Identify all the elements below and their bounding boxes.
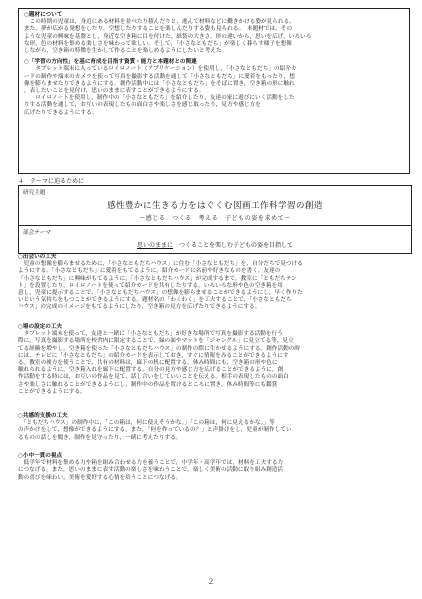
text-line: ハウス」の完成のイメージをもてるようにしたり，空き箱の見方を広げたりできるようにする。 xyxy=(18,304,261,311)
text-line: この時期の児童は，身近にある材料を並べたり積んだりと，進んで材料などに働きかける姿が見られる。 xyxy=(24,19,295,26)
section-heading-direction: ○「学習の方向性」を基に育成を目指す資質・能力と本題材との関連 xyxy=(24,59,197,66)
department-theme-label: 部会テーマ xyxy=(23,230,51,236)
text-line: るものの話しを聞き，制作を見守ったり，一緒に考えたりする。 xyxy=(18,434,182,441)
research-theme-title: 感性豊かに生きる力をはぐくむ図画工作科学習の創造 xyxy=(107,201,323,211)
intro-box xyxy=(18,8,410,174)
text-line: また，夢が広がる発想をしたり，空想したりすることを楽しんだりする姿も見られる。 本題材では，その xyxy=(24,26,293,33)
research-theme-label: 研究主題 xyxy=(23,190,46,196)
section-heading-continuity: ○小中一貫の視点 xyxy=(18,453,63,459)
text-line: ，表したいことを見付け，思いのままに表すことができるようにする。 xyxy=(24,88,205,95)
department-theme xyxy=(19,236,411,253)
department-theme-cell xyxy=(19,226,411,253)
text-line: ト」を設置したり，ロイロノートを使って紹介カードを共有したりする。いろいろな形や色の空き箱を用 xyxy=(18,282,283,289)
text-line: しながら，空き箱の特徴を生かして作ることを楽しめるようにしたいと考えた。 xyxy=(24,48,228,55)
text-line: 広げたりできるようにする。 xyxy=(24,109,98,116)
department-theme-row xyxy=(19,226,411,253)
text-line: 「小さなともだち」に興味がもてるように，「小さなともだちハウス」が完成するまで，教室に「ともだちテン xyxy=(18,275,297,282)
section-heading-support: ○共感的支援の工夫 xyxy=(18,413,68,419)
department-theme-rest: つくることを楽しむ子どもの姿を目指して xyxy=(179,242,294,249)
text-line: 作活動をする時には，お互いの作品を見て，話し合いをしていいことを伝える。相手の表現したものの面白 xyxy=(18,374,289,381)
section-heading-theme: ○題材について xyxy=(24,12,63,18)
section-continuity xyxy=(18,453,410,482)
section4-heading: ４ テーマに迫るために xyxy=(18,178,85,185)
research-theme-row xyxy=(19,186,411,226)
department-theme-underlined: 思いのままに xyxy=(136,242,173,249)
text-line: 意し，児童に提示することで，「小さなともだちハウス」の想像を膨らませることができるようにし，早く作りた xyxy=(18,290,303,297)
text-line: ードの制作や端末のカメラを使って写真を撮影する活動を通して「小さなともだち」に愛着をもったり，想 xyxy=(24,73,295,80)
text-line: の声かけをして，想像ができるようにする。また，「何を作っているの？」と声掛けをし，児童が制作してい xyxy=(18,427,292,434)
text-line: りする活動を通して，お互いの表現したもの面白さや楽しさを感じ取ったり，見方や感じ方を xyxy=(24,102,261,109)
text-line: いという気持ちをもつことができるようにする。題材名の「わくわく」を工夫することで，「小さなともだち xyxy=(18,297,292,304)
theme-paragraph xyxy=(24,19,404,55)
section-heading-encounter: ○出会いの工夫 xyxy=(18,254,57,260)
section-encounter xyxy=(18,254,410,312)
section-heading-setting: ○場の設定の工夫 xyxy=(18,324,63,330)
direction-paragraph xyxy=(24,66,404,116)
page-number: ２ xyxy=(207,578,215,586)
text-line: な形，色の材料を集める楽しさを味わって欲しい。そして，「小さなともだち」が楽しく暮らす様子を想像 xyxy=(24,40,292,47)
text-line: ような児童の興味を基盤とし，身近な空き箱に目を付けた。紙袋の大きさ，形の違いから，思いを広げ，いろいろ xyxy=(24,33,312,40)
text-line: てる経験を増やし，空き箱を使った「小さなともだちハウス」の制作の際に生かせるようにする。創作活動の時 xyxy=(18,345,301,352)
text-line: ようにする。「小さなともだち」に愛着をもてるように，紹介カードに名前や好きなものを書く。友達の xyxy=(18,268,281,275)
text-line: ことができるようにする。 xyxy=(18,388,86,395)
research-theme-cell xyxy=(19,186,411,225)
text-line: 動の喜びを味わい，美術を愛好する心情を培うことにつなげる。 xyxy=(18,474,182,481)
text-line: る。教室の後方を使うことで，共有の材料は，廊下の机に配置する。休み時間にも，空き箱の形や色に xyxy=(18,360,278,367)
text-line: 際に，写真を撮影する場所を校舎内に限定することで，緑の面やマットを「ジャングル」に見立てる等，見立 xyxy=(18,338,294,345)
text-line: 「ともだちハウス」の制作中に，「この箱は，何に使えそうかな。」「この箱は，何に見えるかな。」等 xyxy=(18,420,275,427)
research-theme-subtitle: ～感じる つくる 考える 子どもの姿を求めて～ xyxy=(139,215,291,222)
text-line: ロイロノートを使用し，制作中の「小さなともだち」を紹介したり，友達の家に遊びにいく活動をした xyxy=(24,95,295,102)
text-line: 触れられるように，空き箱入れを廊下に配置する。自分の見方や感じ方を広げることができるように，創 xyxy=(18,367,284,374)
text-line: につなげる。また，思いのままに表す活動の楽しさを味わうことで，楽しく美術の活動に取り組み創造活 xyxy=(18,467,284,474)
text-line: 像を膨らませたりできるようにする。創作活動中には「小さなともだち」をそばに置き，空き箱の形に触れ xyxy=(24,80,295,87)
text-line: 低学年で材料を集める力や箱を組み合わせる力を養うことで，中学年・高学年では，材料を工夫する力 xyxy=(18,460,284,467)
text-line: タブレット端末を使って，友達と一緒に「小さなともだち」が好きな場所で写真を撮影する活動を行う xyxy=(18,331,283,338)
section-setting xyxy=(18,324,410,396)
theme-table xyxy=(18,185,412,254)
text-line: さや楽しさに触れることができるようにし，制作中の作品を置けるところに置き，休み時間等にも鑑賞 xyxy=(18,381,278,388)
section-support xyxy=(18,413,410,442)
text-line: 児童の想像を膨らませるために，「小さなともだちハウス」に住む「小さなともだち」を，自分だちで見つける xyxy=(18,261,303,268)
text-line: タブレット端末に入っているロイロノート（アプリケーション）を使用し，「小さなともだち」の紹介カ xyxy=(24,66,297,73)
text-line: には，テレビに「小さなともだち」の紹介カードを表示しておき，すぐに情報をみることができるようにす xyxy=(18,352,289,359)
